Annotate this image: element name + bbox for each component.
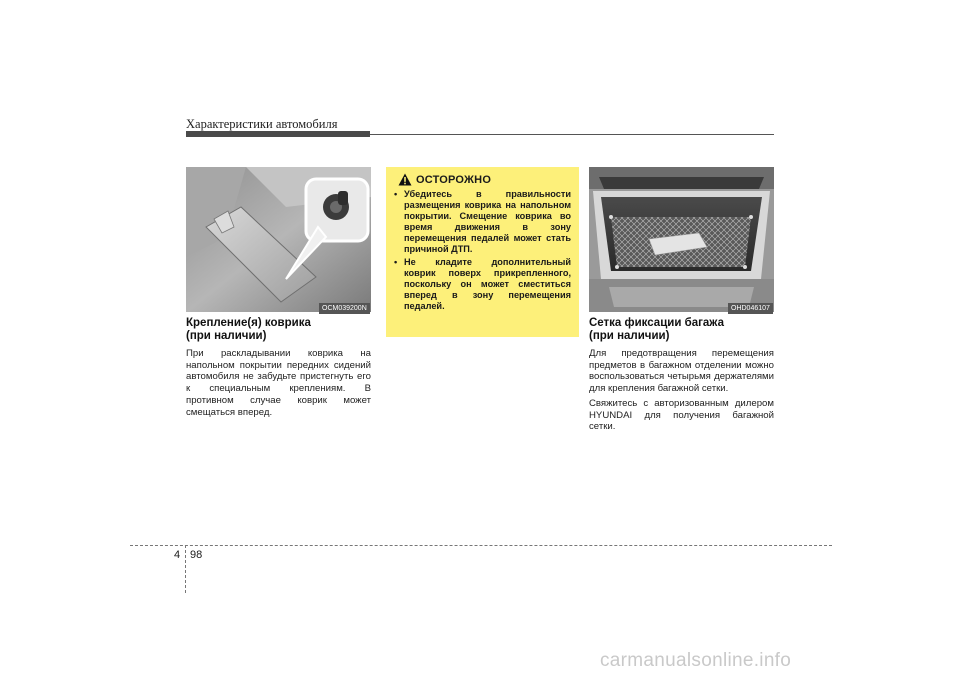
watermark: carmanualsonline.info: [600, 650, 792, 671]
header-rule: [370, 134, 774, 135]
warning-item-text: Убедитесь в правильности размещения коврика на напольном покрытии. Смещение коврика во время движения в зону перемещения педалей может стать причиной ДТП.: [404, 189, 571, 254]
warning-item: [394, 189, 571, 255]
luggage-net-image: [589, 167, 774, 312]
warning-list: [394, 189, 571, 312]
section-title-line: (при наличии): [589, 330, 670, 342]
chapter-number: 4: [174, 549, 181, 561]
section-title-line: (при наличии): [186, 330, 267, 342]
floor-mat-section: [186, 317, 371, 418]
warning-triangle-icon: [398, 173, 412, 186]
paragraph: Свяжитесь с авторизованным дилером HYUNDAI для получения багажной сетки.: [589, 397, 774, 433]
section-title: [589, 317, 774, 343]
section-body: При раскладывании коврика на напольном покрытии передних сидений автомобиля не забудьте пристегнуть его к специальным креплениям. В противном случае коврик может смещаться вперед.: [186, 348, 371, 418]
section-title-line: Сетка фиксации багажа: [589, 317, 724, 329]
image-code-label: OCM039200N: [319, 303, 370, 314]
floor-mat-illustration: [186, 167, 371, 312]
luggage-net-section: [589, 317, 774, 436]
footer-divider: [185, 545, 186, 593]
header-bar: [186, 131, 370, 137]
warning-header: [398, 173, 571, 186]
section-body: [589, 348, 774, 433]
section-title: [186, 317, 371, 343]
warning-item: [394, 257, 571, 312]
page-header-title: Характеристики автомобиля: [186, 117, 338, 131]
bullet-icon: •: [394, 189, 398, 199]
image-code-label: OHD046107: [728, 303, 773, 314]
section-title-line: Крепление(я) коврика: [186, 317, 311, 329]
footer-rule: [130, 545, 832, 546]
floor-mat-anchor-image: [186, 167, 371, 312]
warning-box: [386, 167, 579, 337]
warning-item-text: Не кладите дополнительный коврик поверх прикрепленного, поскольку он может сместиться вперед в зону перемещения педалей.: [404, 257, 571, 311]
warning-title: ОСТОРОЖНО: [416, 173, 492, 186]
bullet-icon: •: [394, 257, 398, 267]
luggage-net-illustration: [589, 167, 774, 312]
page-number: 98: [190, 549, 203, 561]
paragraph: Для предотвращения перемещения предметов в багажном отделении можно воспользоваться четырьмя держателями для крепления багажной сетки.: [589, 348, 774, 395]
